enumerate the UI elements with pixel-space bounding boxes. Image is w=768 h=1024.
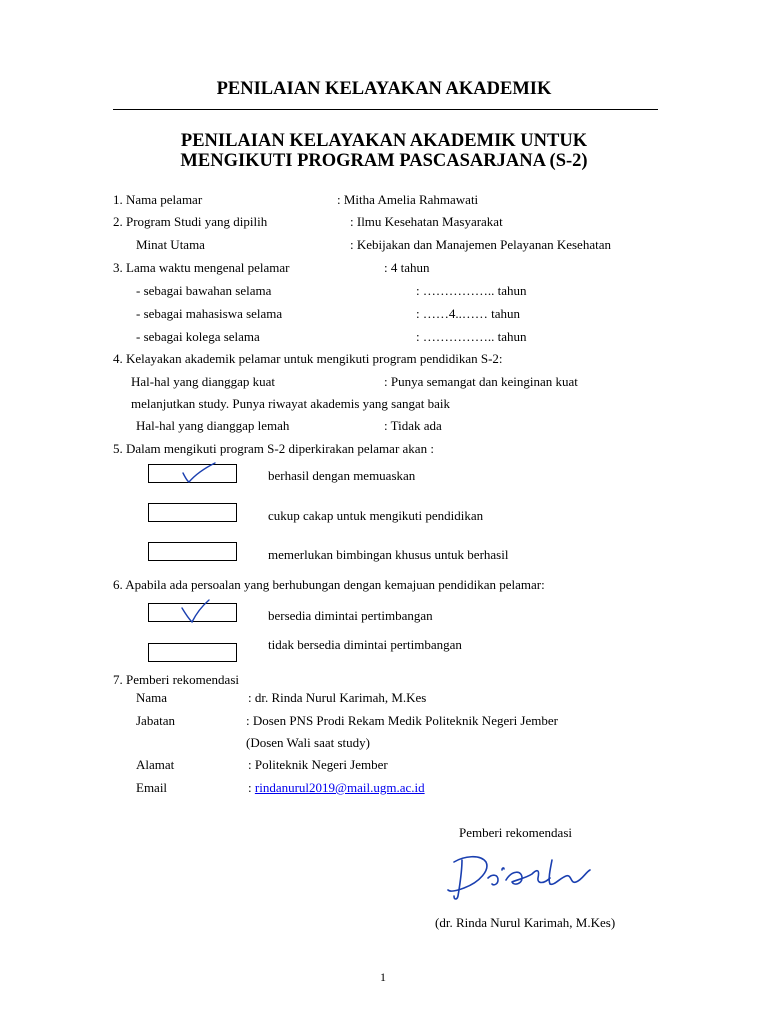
recommender-email-value: [248, 780, 425, 796]
recommender-position-note: (Dosen Wali saat study): [246, 735, 370, 750]
title-divider: [113, 109, 658, 110]
subordinate-value: : …………….. tahun: [416, 283, 527, 298]
colleague-label: - sebagai kolega selama: [136, 329, 260, 344]
consult-label: 6. Apabila ada persoalan yang berhubungan dengan kemajuan pendidikan pelamar:: [113, 577, 545, 592]
checkmark-icon: [149, 465, 238, 484]
student-value: : ……4..…… tahun: [416, 306, 520, 321]
document-subtitle-line1: PENILAIAN KELAYAKAN AKADEMIK UNTUK: [180, 131, 588, 151]
minat-label: Minat Utama: [136, 237, 205, 252]
document-subtitle-line2: MENGIKUTI PROGRAM PASCASARJANA (S-2): [180, 151, 588, 171]
page-number: 1: [380, 970, 386, 984]
prediction-checkbox-guidance[interactable]: [148, 542, 237, 561]
prediction-label: 5. Dalam mengikuti program S-2 diperkirakan pelamar akan :: [113, 441, 434, 456]
colleague-value: : …………….. tahun: [416, 329, 527, 344]
subordinate-label: - sebagai bawahan selama: [136, 283, 272, 298]
document-title: PENILAIAN KELAYAKAN AKADEMIK: [216, 79, 552, 99]
acquaintance-value: : 4 tahun: [384, 260, 430, 275]
consult-checkbox-unwilling[interactable]: [148, 643, 237, 662]
prediction-checkbox-success[interactable]: [148, 464, 237, 483]
recommender-email-label: Email: [136, 780, 168, 795]
signer-name: (dr. Rinda Nurul Karimah, M.Kes): [435, 915, 616, 930]
recommender-label: 7. Pemberi rekomendasi: [113, 672, 239, 687]
recommender-name-label: Nama: [136, 690, 168, 705]
checkmark-icon: [149, 604, 238, 623]
strengths-continuation: melanjutkan study. Punya riwayat akademis yang sangat baik: [131, 396, 451, 411]
acquaintance-label: 3. Lama waktu mengenal pelamar: [113, 260, 290, 275]
program-value: : Ilmu Kesehatan Masyarakat: [350, 214, 503, 229]
applicant-name-value: : Mitha Amelia Rahmawati: [337, 192, 479, 207]
email-link[interactable]: rindanurul2019@mail.ugm.ac.id: [254, 780, 425, 795]
recommender-address-value: : Politeknik Negeri Jember: [248, 757, 388, 772]
recommender-position-label: Jabatan: [136, 713, 175, 728]
email-prefix: :: [248, 780, 255, 795]
prediction-option-guidance: memerlukan bimbingan khusus untuk berhasil: [268, 547, 509, 562]
consult-option-willing: bersedia dimintai pertimbangan: [268, 608, 433, 623]
prediction-option-success: berhasil dengan memuaskan: [268, 468, 416, 483]
strengths-label: Hal-hal yang dianggap kuat: [131, 374, 276, 389]
recommender-position-value: : Dosen PNS Prodi Rekam Medik Politeknik Negeri Jember: [246, 713, 558, 728]
consult-checkbox-willing[interactable]: [148, 603, 237, 622]
prediction-option-capable: cukup cakap untuk mengikuti pendidikan: [268, 508, 484, 523]
minat-value: : Kebijakan dan Manajemen Pelayanan Kesehatan: [350, 237, 611, 252]
signature-caption: Pemberi rekomendasi: [459, 825, 572, 840]
student-label: - sebagai mahasiswa selama: [136, 306, 283, 321]
handwritten-signature: [440, 848, 620, 908]
applicant-name-label: 1. Nama pelamar: [113, 192, 203, 207]
weaknesses-value: : Tidak ada: [384, 418, 442, 433]
weaknesses-label: Hal-hal yang dianggap lemah: [136, 418, 290, 433]
eligibility-label: 4. Kelayakan akademik pelamar untuk mengikuti program pendidikan S-2:: [113, 351, 503, 366]
strengths-value: : Punya semangat dan keinginan kuat: [384, 374, 578, 389]
consult-option-unwilling: tidak bersedia dimintai pertimbangan: [268, 637, 462, 652]
recommender-address-label: Alamat: [136, 757, 175, 772]
program-label: 2. Program Studi yang dipilih: [113, 214, 268, 229]
recommender-name-value: : dr. Rinda Nurul Karimah, M.Kes: [248, 690, 427, 705]
prediction-checkbox-capable[interactable]: [148, 503, 237, 522]
